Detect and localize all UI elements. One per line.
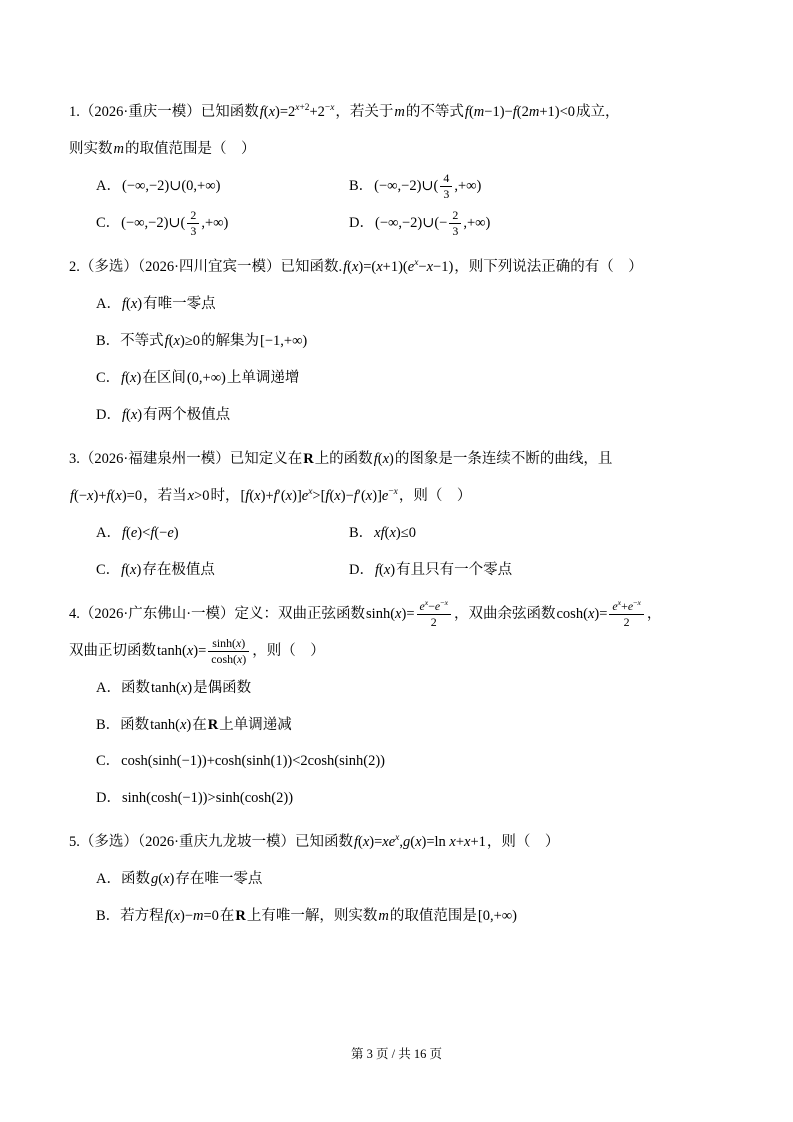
var: x [334,487,341,504]
option-a: A．(−∞,−2)∪(0,+∞) [96,177,221,194]
math: f(e)<f(−e) [121,524,179,541]
var: m [473,104,485,120]
math: (−∞,−2)∪(0,+∞) [121,177,221,194]
problem-line: 则实数m的取值范围是（ ） [69,140,256,157]
fn: cosh [151,790,178,807]
var: x [173,332,180,349]
math: f(x)≥0 [164,332,201,349]
den: 3 [443,187,450,202]
math [207,717,219,733]
math: f(x) [373,450,394,467]
var: x [376,258,383,275]
math [234,908,246,924]
math: sinh(cosh(−1))>sinh(cosh(2)) [121,790,294,807]
var: f [121,406,127,423]
var: x [464,834,471,851]
var: x [87,487,94,504]
page-content [69,94,723,942]
superscript [618,598,621,607]
option-c: C．cosh(sinh(−1))+cosh(sinh(1))<2cosh(sinh(2)) [96,753,386,770]
var: x [186,642,194,659]
option-a: A．f(x)有唯一零点 [96,295,216,312]
fn: cosh [307,753,335,770]
den: 2 [623,614,630,629]
problem-line: 4.（2026·广东佛山·一模）定义：双曲正弦函数sinh(x)= $\frac{e^x-e^{-x}}{2}$ ，双曲余弦函数cosh(x)= $\frac{e^x+e^{-x}}{2}$ ， [69,597,662,629]
var: f [325,487,330,504]
var: x [389,524,396,541]
den: 3 [452,224,459,239]
var: g [402,834,411,851]
frac [609,599,644,630]
var: x [395,605,402,622]
math: tanh(x) [150,679,193,696]
superscript [414,258,418,268]
superscript: −x [324,103,335,114]
var: f [106,487,111,504]
math: f(x) [121,561,142,578]
problem-4 [69,596,723,818]
var: e [130,524,138,541]
math [302,451,314,467]
math: (−∞,−2)∪( $\frac{2}{3}$ ,+∞) [121,208,229,239]
problem-line: 3.（2026·福建泉州一模）已知定义在R上的函数f(x)的图象是一条连续不断的曲线，且 [69,450,613,467]
var: x [187,487,195,504]
math: f(−x)+f(x)=0 [70,487,143,504]
fn: sinh [212,635,233,650]
var: f [464,104,469,120]
var: x [383,561,391,578]
fn: cosh [556,605,584,622]
math: f(x) [121,369,142,386]
var: x [254,487,261,504]
problem-1 [69,94,723,242]
options-group [69,515,723,589]
var: e [301,487,309,504]
var: f [373,450,378,467]
den: cosh(x) [211,651,247,666]
var: m [394,104,405,120]
math [393,104,405,120]
var: f [121,561,126,578]
problem-2 [69,249,723,434]
math: g(x) [150,871,175,888]
fn: tanh [150,716,176,733]
option-c: C．f(x)在区间(0,+∞)上单调递增 [96,369,300,386]
math: cosh(sinh(−1))+cosh(sinh(1))<2cosh(sinh(2)) [121,753,386,770]
option-b: B．函数tanh(x)在R上单调递减 [96,716,292,733]
setR: R [235,908,246,925]
superscript [308,487,312,497]
var: x [179,716,187,733]
option-c: C．(−∞,−2)∪( $\frac{2}{3}$ ,+∞) [96,208,229,239]
var: e [612,598,618,613]
var: x [637,597,641,607]
frac [417,599,452,630]
setR: R [303,450,314,467]
fn: tanh [157,642,182,659]
math: f(m−1)−f(2m+1)<0 [464,104,575,120]
superscript: −x [440,597,448,607]
superscript: −x [633,597,641,607]
var: x [365,487,373,504]
var: x [236,635,242,650]
math: [0,+∞) [477,908,517,925]
var: x [115,487,122,504]
page-footer: 第 3 页 / 共 16 页 [351,1047,442,1061]
var: x [237,651,243,666]
var: x [382,450,389,467]
fn: ln [434,834,446,851]
problem-line: f(−x)+f(x)=0，若当x>0时，$[f(x)+f'(x)]e^x>[f(x)-f'(x)]e^{-x}$，则（ ） [70,486,472,504]
math: tanh(x)= $\frac{\sinh(x)}{\cosh(x)}$ [156,643,252,659]
var: f [259,104,264,120]
fn: sinh [152,753,177,770]
superscript [425,598,428,607]
fn: cosh [121,753,148,770]
superscript [395,834,399,844]
math: [−1,+∞) [260,332,308,349]
var: f [273,487,278,504]
math: $[f(x)+f'(x)]e^x>[f(x)-f'(x)]e^{-x}$ [240,486,398,504]
var: x [393,486,398,497]
var: e [407,258,415,275]
frac [208,636,249,667]
var: f [121,369,126,386]
var: x [130,406,138,423]
var: x [130,369,137,386]
math: f(x)−m=0 [164,908,219,925]
var: x [295,103,300,114]
var: xf [374,524,385,541]
var: f [245,487,250,504]
math: (−∞,−2)∪(− $\frac{2}{3}$ ,+∞) [374,208,491,239]
problem-3 [69,441,723,589]
var: f [164,908,169,925]
option-d: D．f(x)有且只有一个零点 [349,561,513,578]
option-b: B．xf(x)≤0 [349,524,416,541]
option-c: C．f(x)存在极值点 [96,561,215,578]
math: x>0 [187,487,210,504]
var: x [424,597,429,607]
options-group [69,670,723,818]
math: f(x) [121,406,143,423]
var: x [449,834,456,851]
options-group [69,168,723,242]
math [113,141,125,157]
options-group [69,861,723,935]
num: 4 [440,171,452,187]
problem-line: 5.（多选）（2026·重庆九龙坡一模）已知函数$f(x)=xe^x,g(x)=\ln$ x+x+1，则（ ） [69,833,560,851]
fn: sinh [215,790,240,807]
var: e [434,598,441,613]
option-a: A．f(e)<f(−e) [96,524,179,541]
math: (−∞,−2)∪( $\frac{4}{3}$ ,+∞) [374,171,482,202]
var: x [285,487,293,504]
var: x [308,486,313,497]
frac [449,208,461,239]
var: m [113,140,124,157]
var: f [121,524,127,541]
math: $f(x)=xe^x,g(x)=\ln$ x+x+1 [353,833,486,851]
problem-line: 2.（多选）（2026·四川宜宾一模）已知函数$.f(x)=(x+1)(e^x-x-1)$，则下列说法正确的有（ ） [69,258,643,275]
option-a: A．函数g(x)存在唯一零点 [96,871,263,888]
var: f [70,487,75,504]
var: x [414,258,419,269]
var: f [121,295,127,312]
var: x [268,104,276,120]
var: x [163,871,170,888]
problem-5 [69,824,723,935]
var: x [395,833,400,844]
fn: sinh [339,753,364,770]
var: x [330,103,335,114]
var: x [130,295,138,312]
num: $e^x+e^{-x}$ [609,599,644,615]
var: e [381,487,389,504]
fn: sinh [246,753,271,770]
var: x [130,561,137,578]
option-a: A．函数tanh(x)是偶函数 [96,679,252,696]
var: x [444,597,448,607]
fn: sinh [121,790,147,807]
var: m [378,908,389,925]
option-b: B．(−∞,−2)∪( $\frac{4}{3}$ ,+∞) [349,171,482,202]
fn: cosh [214,753,242,770]
var: e [167,524,174,541]
fn: cosh [211,651,234,666]
var: f [512,104,517,120]
problem-line: 双曲正切函数tanh(x)= $\frac{\sinh(x)}{\cosh(x)}$ ，则（ ） [69,635,325,666]
option-d: D．(−∞,−2)∪(− $\frac{2}{3}$ ,+∞) [349,208,491,239]
math: f(x) [374,561,396,578]
num: 2 [187,208,199,224]
var: f [374,561,380,578]
var: g [150,871,159,888]
var: e [627,598,634,613]
math: xf(x)≤0 [374,524,416,541]
option-b: B．不等式f(x)≥0的解集为[−1,+∞) [96,332,308,349]
fn: tanh [150,679,176,696]
math: tanh(x) [150,716,192,733]
var: x [351,258,359,275]
math: $f(x)=2^{x+2}+2^{-x}$ [259,103,335,120]
math: $f(x)=(x+1)(e^x-x-1)$ [343,258,454,275]
option-d: D．f(x)有两个极值点 [96,406,231,423]
math: (0,+∞) [186,369,226,386]
fn: sinh [366,605,391,622]
var: x [362,834,370,851]
option-d: D．sinh(cosh(−1))>sinh(cosh(2)) [96,790,294,807]
var: m [528,104,540,120]
var: e [419,598,425,613]
fn: cosh [244,790,272,807]
setR: R [207,716,219,733]
var: xe [382,834,396,851]
math [377,908,389,924]
den: 3 [190,224,197,239]
superscript: −x [388,486,398,497]
problem-line: 1.（2026·重庆一模）已知函数$f(x)=2^{x+2}+2^{-x}$，若关于m的不等式f(m−1)−f(2m+1)<0成立， [69,103,620,120]
var: x [587,605,595,622]
num: 2 [449,208,461,224]
var: x [426,258,434,275]
var: f [164,332,169,349]
math: f(x) [121,295,143,312]
var: x [180,679,188,696]
options-group [69,286,723,434]
den: 2 [430,614,437,629]
option-b: B．若方程f(x)−m=0在R上有唯一解，则实数m的取值范围是[0,+∞) [96,908,517,925]
math: sinh(x)= $\frac{e^x-e^{-x}}{2}$ [365,606,454,622]
num: sinh(x) [208,636,249,652]
var: f [343,258,348,275]
math: cosh(x)= $\frac{e^x+e^{-x}}{2}$ [556,606,647,622]
var: x [415,834,422,851]
num: $e^x-e^{-x}$ [417,599,452,615]
var: f [353,487,358,504]
var: f [150,524,155,541]
var: m [193,908,204,925]
var: f [353,834,358,851]
frac [187,208,199,239]
superscript: x+2 [295,103,310,114]
var: x [173,908,180,925]
var: x [617,597,622,607]
frac [440,171,452,202]
